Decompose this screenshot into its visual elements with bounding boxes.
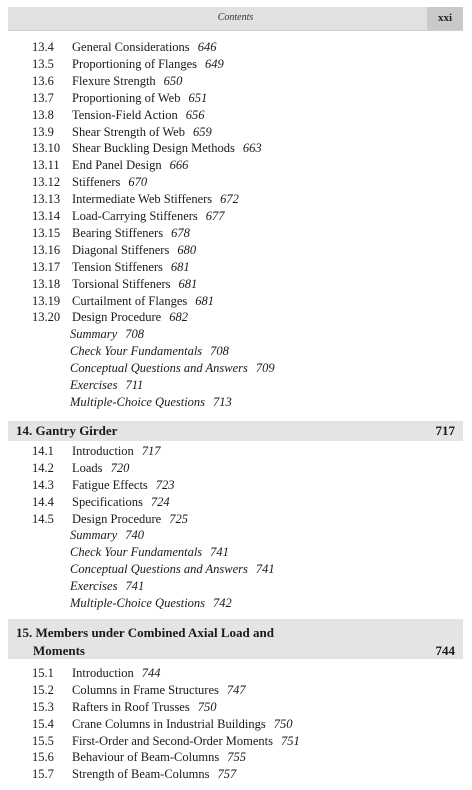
section-number: 13.5 bbox=[32, 57, 54, 71]
extra-page: 741 bbox=[125, 579, 145, 593]
section-title: Torsional Stiffeners 681 bbox=[72, 277, 198, 291]
section-title: Intermediate Web Stiffeners 672 bbox=[72, 192, 239, 206]
section-title: Load-Carrying Stiffeners 677 bbox=[72, 209, 225, 223]
section-page: 747 bbox=[226, 683, 246, 697]
section-title: Proportioning of Flanges 649 bbox=[72, 57, 224, 71]
extra-page: 711 bbox=[125, 378, 144, 392]
section-title: Design Procedure 682 bbox=[72, 310, 188, 324]
chapter-heading-14[interactable] bbox=[8, 421, 463, 441]
section-page: 680 bbox=[177, 243, 197, 257]
extra-page: 708 bbox=[125, 327, 144, 341]
section-title: Strength of Beam-Columns 757 bbox=[72, 767, 237, 781]
section-page: 681 bbox=[178, 277, 198, 291]
section-page: 755 bbox=[227, 750, 246, 764]
section-number: 13.19 bbox=[32, 294, 61, 308]
section-title: First-Order and Second-Order Moments 751 bbox=[72, 734, 300, 748]
section-title: Tension-Field Action 656 bbox=[72, 108, 205, 122]
section-number: 15.2 bbox=[32, 683, 54, 697]
section-page: 744 bbox=[141, 666, 161, 680]
section-page: 656 bbox=[185, 108, 205, 122]
section-number: 15.6 bbox=[32, 750, 54, 764]
section-page: 650 bbox=[163, 74, 183, 88]
section-page: 720 bbox=[110, 461, 130, 475]
running-header bbox=[8, 7, 463, 31]
section-number: 14.1 bbox=[32, 444, 54, 458]
section-number: 13.9 bbox=[32, 125, 54, 139]
section-number: 13.7 bbox=[32, 91, 54, 105]
extra-title: Exercises 711 bbox=[70, 378, 144, 392]
section-number: 13.17 bbox=[32, 260, 61, 274]
section-number: 13.20 bbox=[32, 310, 61, 324]
section-page: 649 bbox=[205, 57, 224, 71]
section-number: 15.3 bbox=[32, 700, 54, 714]
section-number: 15.5 bbox=[32, 734, 54, 748]
section-number: 13.12 bbox=[32, 175, 61, 189]
section-number: 14.3 bbox=[32, 478, 54, 492]
chapter-title-continued: Moments bbox=[33, 643, 85, 658]
section-page: 725 bbox=[169, 512, 188, 526]
extra-title: Check Your Fundamentals 708 bbox=[70, 344, 229, 358]
section-title: Loads 720 bbox=[72, 461, 130, 475]
section-title: Fatigue Effects 723 bbox=[72, 478, 175, 492]
section-page: 672 bbox=[220, 192, 239, 206]
section-title: End Panel Design 666 bbox=[72, 158, 189, 172]
chapter-heading-15[interactable] bbox=[8, 619, 463, 659]
section-title: Introduction 744 bbox=[72, 666, 161, 680]
section-number: 15.4 bbox=[32, 717, 54, 731]
section-title: Diagonal Stiffeners 680 bbox=[72, 243, 197, 257]
extra-page: 742 bbox=[213, 596, 232, 610]
chapter-page: 717 bbox=[435, 423, 455, 438]
section-page: 670 bbox=[128, 175, 148, 189]
section-number: 13.18 bbox=[32, 277, 61, 291]
section-number: 13.4 bbox=[32, 40, 54, 54]
section-number: 13.10 bbox=[32, 141, 61, 155]
section-page: 750 bbox=[197, 700, 217, 714]
section-title: Columns in Frame Structures 747 bbox=[72, 683, 246, 697]
extra-page: 741 bbox=[210, 545, 229, 559]
section-page: 757 bbox=[217, 767, 237, 781]
section-title: Shear Buckling Design Methods 663 bbox=[72, 141, 262, 155]
extra-title: Check Your Fundamentals 741 bbox=[70, 545, 229, 559]
section-number: 13.11 bbox=[32, 158, 60, 172]
section-title: Stiffeners 670 bbox=[72, 175, 148, 189]
section-page: 750 bbox=[273, 717, 293, 731]
extra-page: 740 bbox=[125, 528, 144, 542]
section-title: Proportioning of Web 651 bbox=[72, 91, 208, 105]
section-number: 13.13 bbox=[32, 192, 61, 206]
section-title: Introduction 717 bbox=[72, 444, 161, 458]
extra-title: Multiple-Choice Questions 713 bbox=[70, 395, 232, 409]
section-page: 681 bbox=[195, 294, 215, 308]
section-title: Design Procedure 725 bbox=[72, 512, 188, 526]
section-number: 13.6 bbox=[32, 74, 54, 88]
extra-page: 741 bbox=[255, 562, 275, 576]
section-number: 14.5 bbox=[32, 512, 54, 526]
section-number: 15.7 bbox=[32, 767, 54, 781]
running-title: Contents bbox=[217, 12, 254, 23]
section-page: 723 bbox=[155, 478, 175, 492]
page-number: xxi bbox=[427, 7, 463, 30]
section-page: 646 bbox=[197, 40, 217, 54]
chapter-title: 15. Members under Combined Axial Load and bbox=[16, 625, 274, 640]
extra-page: 709 bbox=[255, 361, 275, 375]
section-page: 651 bbox=[188, 91, 208, 105]
section-page: 724 bbox=[150, 495, 170, 509]
extra-title: Conceptual Questions and Answers 709 bbox=[70, 361, 275, 375]
section-page: 682 bbox=[169, 310, 188, 324]
section-title: Rafters in Roof Trusses 750 bbox=[72, 700, 217, 714]
section-number: 13.15 bbox=[32, 226, 61, 240]
section-page: 659 bbox=[192, 125, 212, 139]
section-title: Tension Stiffeners 681 bbox=[72, 260, 190, 274]
extra-page: 713 bbox=[213, 395, 232, 409]
section-number: 13.16 bbox=[32, 243, 61, 257]
section-page: 666 bbox=[169, 158, 189, 172]
section-number: 13.14 bbox=[32, 209, 61, 223]
section-page: 717 bbox=[141, 444, 161, 458]
section-title: Curtailment of Flanges 681 bbox=[72, 294, 215, 308]
extra-title: Multiple-Choice Questions 742 bbox=[70, 596, 232, 610]
section-title: Flexure Strength 650 bbox=[72, 74, 183, 88]
section-number: 14.2 bbox=[32, 461, 54, 475]
section-page: 681 bbox=[170, 260, 190, 274]
extra-title: Exercises 741 bbox=[70, 579, 145, 593]
section-number: 14.4 bbox=[32, 495, 54, 509]
section-page: 663 bbox=[242, 141, 262, 155]
section-page: 677 bbox=[205, 209, 225, 223]
extra-title: Summary 740 bbox=[70, 528, 144, 542]
extra-title: Conceptual Questions and Answers 741 bbox=[70, 562, 275, 576]
section-title: Shear Strength of Web 659 bbox=[72, 125, 212, 139]
extra-page: 708 bbox=[210, 344, 229, 358]
section-title: Behaviour of Beam-Columns 755 bbox=[72, 750, 246, 764]
section-title: Bearing Stiffeners 678 bbox=[72, 226, 190, 240]
section-title: Crane Columns in Industrial Buildings 750 bbox=[72, 717, 293, 731]
section-number: 15.1 bbox=[32, 666, 54, 680]
extra-title: Summary 708 bbox=[70, 327, 144, 341]
chapter-title: 14. Gantry Girder bbox=[16, 423, 118, 438]
section-number: 13.8 bbox=[32, 108, 54, 122]
section-page: 678 bbox=[171, 226, 190, 240]
section-page: 751 bbox=[281, 734, 300, 748]
section-title: Specifications 724 bbox=[72, 495, 170, 509]
chapter-page: 744 bbox=[435, 643, 455, 658]
section-title: General Considerations 646 bbox=[72, 40, 217, 54]
